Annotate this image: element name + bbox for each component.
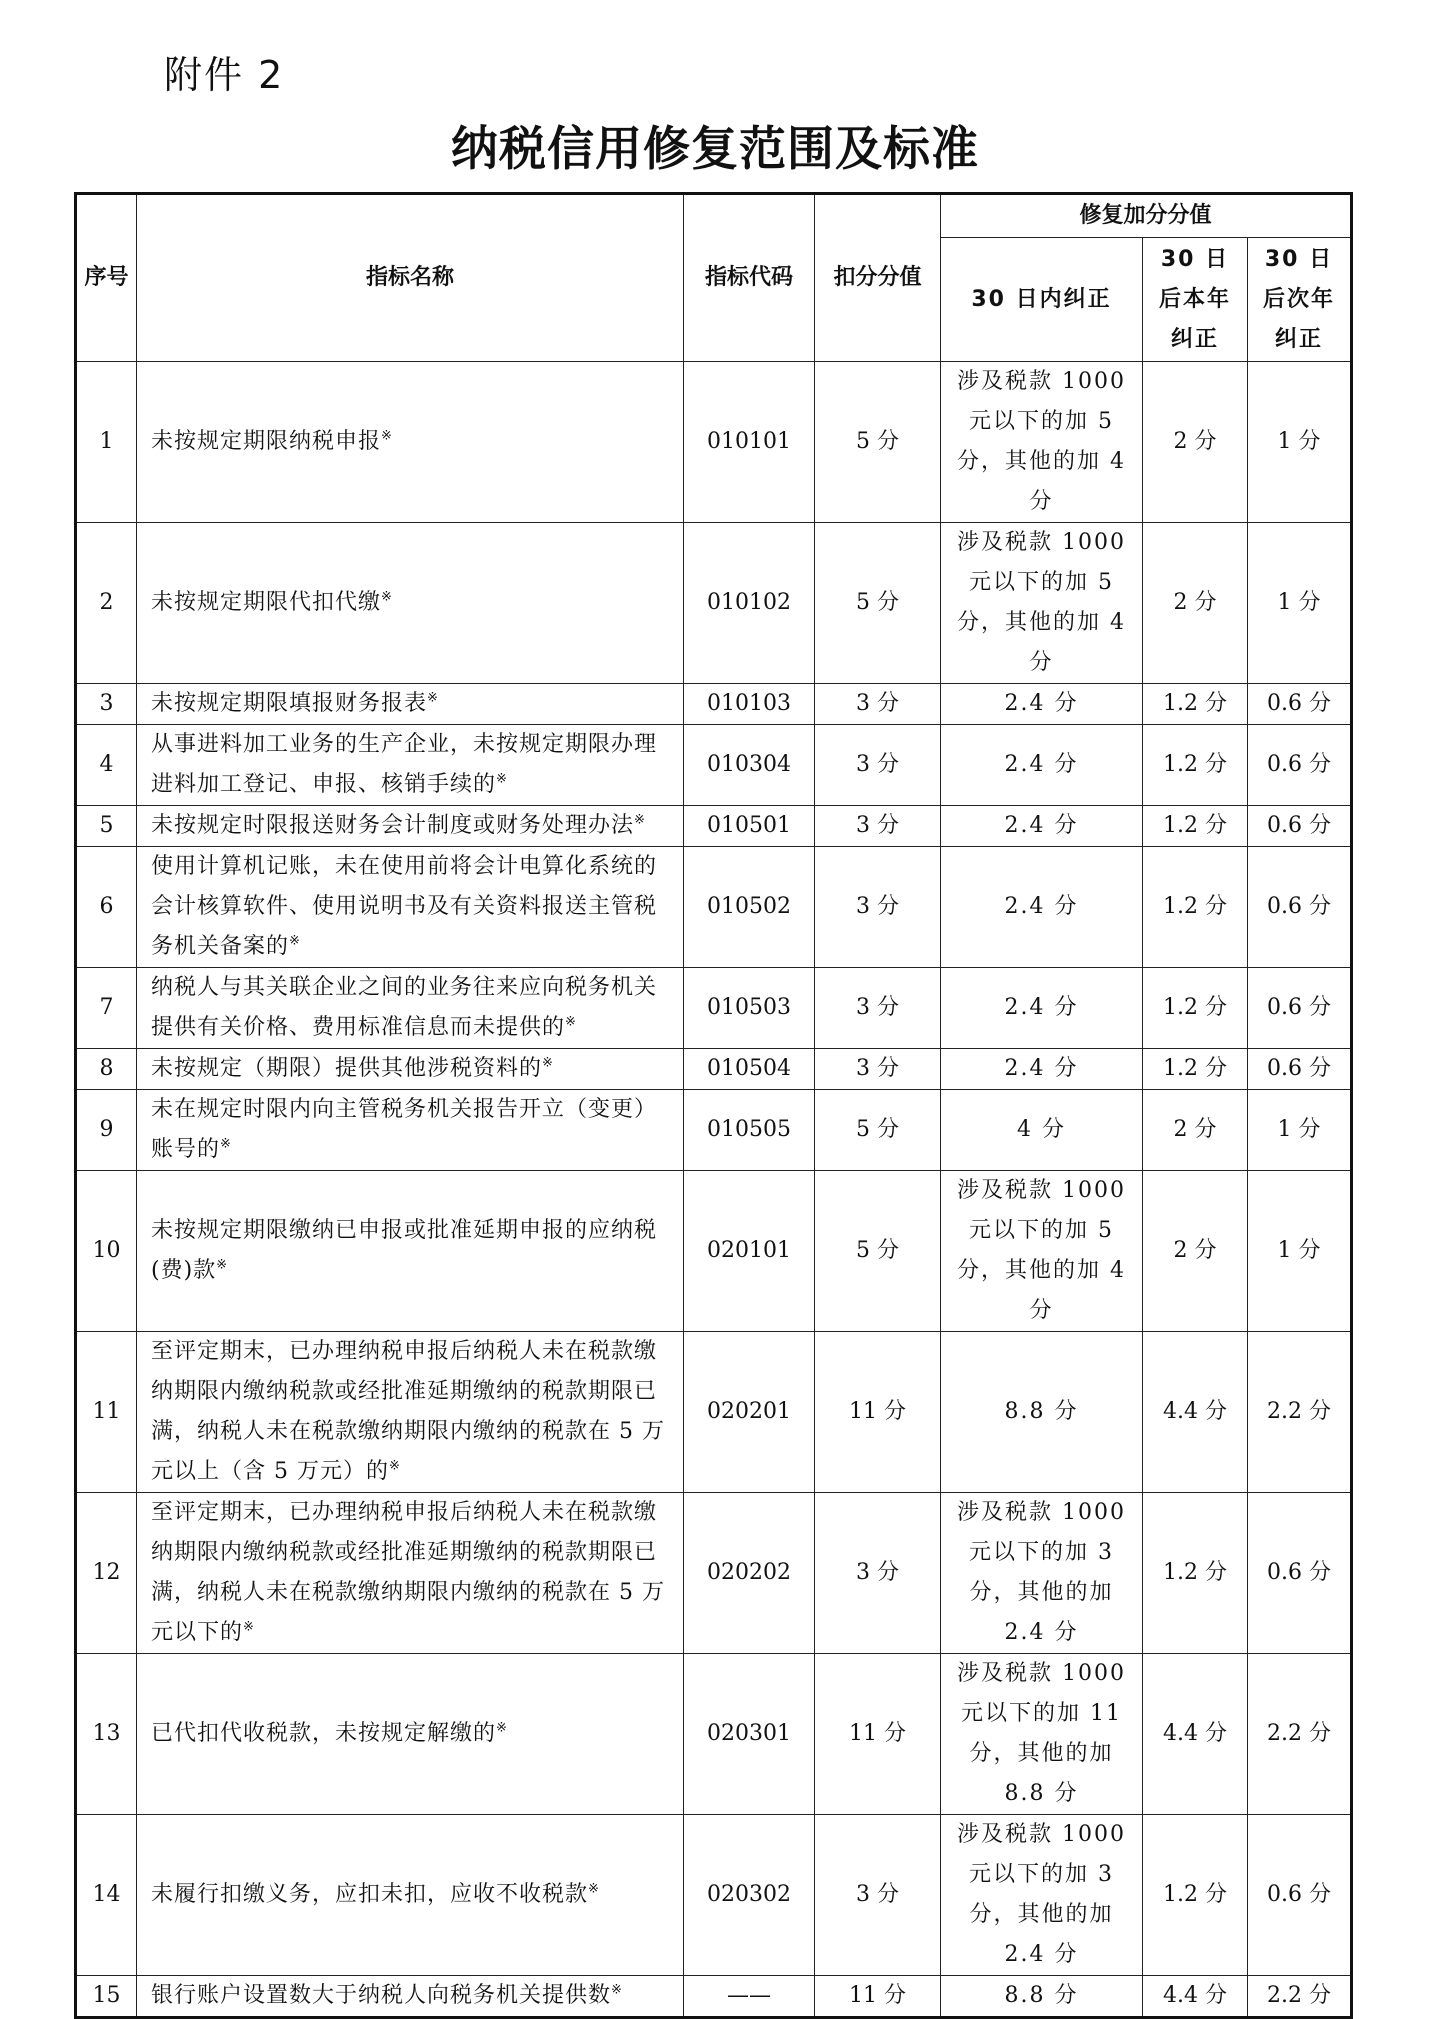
cell-within30-points [941,806,1143,847]
table-row [76,1493,1352,1654]
cell-indicator-code [684,1049,815,1090]
footnote-mark: ※ [381,589,393,605]
table-row [76,1090,1352,1171]
cell-indicator-name-text: 银行账户设置数大于纳税人向税务机关提供数 [151,1983,612,2008]
cell-seq [76,1493,137,1654]
cell-within30-points [941,1493,1143,1654]
footnote-mark: ※ [496,771,508,787]
cell-next-year-points [1248,1976,1352,2018]
cell-seq [76,684,137,725]
cell-seq [76,1090,137,1171]
cell-indicator-name [137,1654,684,1815]
cell-this-year-points-text: 1.2 分 [1163,1560,1227,1585]
cell-deduct-points-text: 5 分 [856,590,899,615]
cell-indicator-code-text: 020301 [707,1721,791,1746]
cell-deduct-points [815,1171,941,1332]
header-after30-this-year: 30 日后本年纠正 [1143,238,1248,362]
table-row [76,1654,1352,1815]
cell-this-year-points [1143,1332,1248,1493]
cell-within30-points [941,1049,1143,1090]
cell-indicator-code [684,847,815,968]
cell-seq-text: 7 [99,995,114,1020]
header-within30: 30 日内纠正 [941,238,1143,362]
table-row [76,1815,1352,1976]
cell-indicator-name-text: 从事进料加工业务的生产企业，未按规定期限办理进料加工登记、申报、核销手续的 [151,732,658,797]
cell-this-year-points-text: 1.2 分 [1163,1056,1227,1081]
cell-within30-points [941,1654,1143,1815]
cell-this-year-points-text: 4.4 分 [1163,1399,1227,1424]
cell-deduct-points-text: 11 分 [849,1983,906,2008]
document-title: 纳税信用修复范围及标准 [451,122,979,177]
cell-seq-text: 3 [99,691,114,716]
cell-seq-text: 4 [99,752,114,777]
cell-within30-points [941,968,1143,1049]
cell-next-year-points-text: 1 分 [1277,1117,1321,1142]
cell-deduct-points-text: 3 分 [856,1560,899,1585]
cell-next-year-points-text: 0.6 分 [1267,1882,1331,1907]
cell-deduct-points [815,1090,941,1171]
cell-next-year-points-text: 0.6 分 [1267,752,1331,777]
cell-next-year-points [1248,1493,1352,1654]
cell-seq-text: 9 [99,1117,114,1142]
cell-this-year-points [1143,523,1248,684]
cell-indicator-code-text: —— [727,1983,771,2008]
cell-indicator-name-text: 使用计算机记账，未在使用前将会计电算化系统的会计核算软件、使用说明书及有关资料报送主管税务机关备案的 [151,854,658,959]
cell-within30-points-text: 2.4 分 [1004,813,1079,838]
cell-next-year-points-text: 0.6 分 [1267,995,1331,1020]
cell-indicator-code-text: 010505 [707,1117,791,1142]
cell-within30-points-text: 2.4 分 [1004,752,1079,777]
cell-next-year-points-text: 1 分 [1277,590,1321,615]
cell-next-year-points [1248,1171,1352,1332]
cell-this-year-points [1143,1090,1248,1171]
footnote-mark: ※ [611,1982,623,1998]
cell-indicator-name [137,1049,684,1090]
cell-next-year-points-text: 1 分 [1277,1238,1321,1263]
cell-this-year-points-text: 2 分 [1173,429,1217,454]
cell-this-year-points [1143,1171,1248,1332]
cell-this-year-points [1143,684,1248,725]
table-row [76,1171,1352,1332]
cell-next-year-points [1248,1049,1352,1090]
cell-next-year-points [1248,968,1352,1049]
cell-deduct-points-text: 3 分 [856,691,899,716]
footnote-mark: ※ [216,1257,229,1273]
cell-indicator-name-text: 未履行扣缴义务，应扣未扣，应收不收税款 [151,1882,589,1907]
cell-deduct-points-text: 5 分 [856,1117,899,1142]
cell-seq-text: 1 [99,429,114,454]
cell-seq-text: 2 [99,590,114,615]
cell-seq [76,523,137,684]
cell-deduct-points-text: 3 分 [856,1882,899,1907]
cell-indicator-name-text: 未按规定期限填报财务报表 [151,691,428,716]
cell-next-year-points [1248,684,1352,725]
cell-indicator-name-text: 至评定期末，已办理纳税申报后纳税人未在税款缴纳期限内缴纳税款或经批准延期缴纳的税款期限已满，纳税人未在税款缴纳期限内缴纳的税款在 5 万元以下的 [151,1500,665,1645]
footnote-mark: ※ [565,1014,577,1030]
cell-indicator-name [137,1493,684,1654]
cell-deduct-points [815,806,941,847]
cell-seq-text: 13 [92,1721,121,1746]
cell-indicator-code-text: 010503 [707,995,791,1020]
cell-deduct-points-text: 3 分 [856,995,899,1020]
cell-next-year-points [1248,1090,1352,1171]
cell-within30-points-text: 8.8 分 [1004,1983,1079,2008]
cell-seq-text: 10 [92,1238,121,1263]
cell-this-year-points-text: 4.4 分 [1163,1983,1227,2008]
cell-next-year-points [1248,523,1352,684]
cell-indicator-code-text: 020101 [707,1238,791,1263]
cell-indicator-code [684,684,815,725]
cell-deduct-points-text: 3 分 [856,1056,899,1081]
cell-within30-points [941,362,1143,523]
cell-within30-points-text: 涉及税款 1000 元以下的加 3 分，其他的加 2.4 分 [957,1822,1126,1967]
cell-indicator-code-text: 020302 [707,1882,791,1907]
cell-next-year-points-text: 1 分 [1277,429,1321,454]
cell-seq [76,1049,137,1090]
cell-seq [76,1332,137,1493]
cell-next-year-points [1248,725,1352,806]
cell-within30-points [941,1090,1143,1171]
cell-this-year-points [1143,362,1248,523]
cell-this-year-points-text: 4.4 分 [1163,1721,1227,1746]
cell-next-year-points [1248,1332,1352,1493]
cell-this-year-points-text: 1.2 分 [1163,995,1227,1020]
table-row [76,684,1352,725]
cell-this-year-points-text: 1.2 分 [1163,752,1227,777]
cell-deduct-points [815,1332,941,1493]
cell-indicator-code-text: 010103 [707,691,791,716]
cell-this-year-points [1143,1654,1248,1815]
header-code: 指标代码 [684,194,815,362]
cell-within30-points [941,684,1143,725]
cell-indicator-name [137,1332,684,1493]
cell-seq [76,362,137,523]
cell-seq [76,1654,137,1815]
cell-deduct-points [815,1815,941,1976]
cell-indicator-name [137,684,684,725]
cell-within30-points-text: 涉及税款 1000 元以下的加 5 分，其他的加 4 分 [957,369,1126,514]
cell-indicator-code-text: 010502 [707,894,791,919]
table-row [76,1976,1352,2018]
cell-indicator-name-text: 未按规定期限纳税申报 [151,429,382,454]
cell-seq-text: 14 [92,1882,121,1907]
cell-deduct-points [815,1976,941,2018]
cell-within30-points [941,1171,1143,1332]
cell-within30-points-text: 涉及税款 1000 元以下的加 5 分，其他的加 4 分 [957,1178,1126,1323]
cell-seq [76,725,137,806]
cell-within30-points-text: 涉及税款 1000 元以下的加 5 分，其他的加 4 分 [957,530,1126,675]
cell-within30-points-text: 4 分 [1017,1117,1066,1142]
cell-indicator-code [684,1090,815,1171]
cell-next-year-points-text: 0.6 分 [1267,894,1331,919]
cell-indicator-name [137,523,684,684]
cell-seq [76,1815,137,1976]
cell-this-year-points-text: 1.2 分 [1163,894,1227,919]
cell-this-year-points-text: 1.2 分 [1163,813,1227,838]
cell-indicator-code [684,1654,815,1815]
cell-this-year-points [1143,725,1248,806]
cell-indicator-code [684,968,815,1049]
cell-this-year-points [1143,847,1248,968]
cell-this-year-points [1143,1976,1248,2018]
cell-next-year-points [1248,362,1352,523]
cell-indicator-name [137,806,684,847]
footnote-mark: ※ [634,812,646,828]
cell-seq [76,847,137,968]
cell-seq [76,1171,137,1332]
cell-seq-text: 8 [99,1056,114,1081]
cell-this-year-points-text: 2 分 [1173,590,1217,615]
cell-this-year-points-text: 2 分 [1173,1238,1217,1263]
cell-indicator-name-text: 未在规定时限内向主管税务机关报告开立（变更）账号的 [151,1097,658,1162]
cell-next-year-points-text: 0.6 分 [1267,1056,1331,1081]
footnote-mark: ※ [381,428,393,444]
cell-next-year-points-text: 0.6 分 [1267,1560,1331,1585]
cell-next-year-points [1248,1654,1352,1815]
cell-seq [76,806,137,847]
cell-within30-points-text: 涉及税款 1000 元以下的加 3 分，其他的加 2.4 分 [957,1500,1126,1645]
footnote-mark: ※ [243,1619,255,1635]
cell-indicator-code-text: 010304 [707,752,791,777]
cell-within30-points [941,523,1143,684]
cell-indicator-code-text: 020202 [707,1560,791,1585]
cell-next-year-points-text: 0.6 分 [1267,691,1331,716]
header-after30-next-year: 30 日后次年纠正 [1248,238,1352,362]
cell-within30-points [941,1815,1143,1976]
cell-deduct-points [815,1654,941,1815]
cell-indicator-code-text: 010101 [707,429,791,454]
cell-deduct-points [815,684,941,725]
cell-within30-points-text: 2.4 分 [1004,691,1079,716]
cell-deduct-points [815,968,941,1049]
table-row [76,362,1352,523]
footnote-mark: ※ [388,1458,401,1474]
cell-seq-text: 11 [92,1399,121,1424]
cell-within30-points-text: 2.4 分 [1004,894,1079,919]
cell-deduct-points-text: 11 分 [849,1399,906,1424]
cell-seq [76,968,137,1049]
cell-deduct-points-text: 3 分 [856,894,899,919]
cell-indicator-name [137,1090,684,1171]
cell-indicator-code [684,362,815,523]
cell-indicator-code-text: 010102 [707,590,791,615]
cell-next-year-points-text: 0.6 分 [1267,813,1331,838]
footnote-mark: ※ [289,933,301,949]
cell-deduct-points-text: 5 分 [856,1238,899,1263]
cell-seq-text: 5 [99,813,114,838]
header-deduct: 扣分分值 [815,194,941,362]
cell-indicator-name-text: 未按规定时限报送财务会计制度或财务处理办法 [151,813,635,838]
cell-indicator-name [137,362,684,523]
cell-deduct-points [815,1493,941,1654]
cell-indicator-name-text: 未按规定（期限）提供其他涉税资料的 [151,1056,543,1081]
cell-indicator-name [137,1171,684,1332]
header-repair-group: 修复加分分值 [941,194,1352,238]
table-row [76,1049,1352,1090]
cell-seq-text: 12 [92,1560,121,1585]
cell-deduct-points-text: 3 分 [856,813,899,838]
footnote-mark: ※ [427,690,439,706]
cell-indicator-name [137,1815,684,1976]
cell-within30-points-text: 2.4 分 [1004,1056,1079,1081]
cell-indicator-name-text: 至评定期末，已办理纳税申报后纳税人未在税款缴纳期限内缴纳税款或经批准延期缴纳的税款期限已满，纳税人未在税款缴纳期限内缴纳的税款在 5 万元以上（含 5 万元）的 [151,1339,665,1484]
cell-indicator-name-text: 已代扣代收税款，未按规定解缴的 [151,1721,497,1746]
cell-indicator-code [684,806,815,847]
cell-indicator-code [684,1493,815,1654]
cell-this-year-points [1143,1493,1248,1654]
cell-this-year-points [1143,1049,1248,1090]
cell-deduct-points-text: 3 分 [856,752,899,777]
cell-indicator-code [684,1332,815,1493]
cell-within30-points [941,725,1143,806]
cell-indicator-code [684,1171,815,1332]
cell-next-year-points [1248,847,1352,968]
table-row [76,1332,1352,1493]
cell-within30-points-text: 2.4 分 [1004,995,1079,1020]
table-row [76,847,1352,968]
cell-this-year-points-text: 2 分 [1173,1117,1217,1142]
cell-this-year-points [1143,806,1248,847]
cell-seq [76,1976,137,2018]
cell-this-year-points [1143,1815,1248,1976]
cell-seq-text: 6 [99,894,114,919]
footnote-mark: ※ [220,1136,232,1152]
cell-indicator-code [684,1815,815,1976]
cell-indicator-name [137,725,684,806]
cell-deduct-points-text: 5 分 [856,429,899,454]
cell-deduct-points-text: 11 分 [849,1721,906,1746]
cell-this-year-points [1143,968,1248,1049]
cell-within30-points-text: 8.8 分 [1004,1399,1079,1424]
cell-indicator-name-text: 纳税人与其关联企业之间的业务往来应向税务机关提供有关价格、费用标准信息而未提供的 [151,975,658,1040]
cell-this-year-points-text: 1.2 分 [1163,691,1227,716]
cell-next-year-points-text: 2.2 分 [1267,1399,1331,1424]
cell-within30-points-text: 涉及税款 1000 元以下的加 11 分，其他的加 8.8 分 [957,1661,1126,1806]
cell-within30-points [941,1332,1143,1493]
footnote-mark: ※ [588,1881,600,1897]
table-row [76,968,1352,1049]
cell-indicator-code [684,523,815,684]
cell-indicator-name [137,968,684,1049]
attachment-label: 附件 2 [164,53,285,97]
header-seq: 序号 [76,194,137,362]
table-body [76,362,1352,2018]
cell-indicator-code-text: 010504 [707,1056,791,1081]
table-row [76,806,1352,847]
cell-seq-text: 15 [92,1983,121,2008]
cell-next-year-points-text: 2.2 分 [1267,1983,1331,2008]
footnote-mark: ※ [496,1720,508,1736]
cell-indicator-name-text: 未按规定期限缴纳已申报或批准延期申报的应纳税(费)款 [151,1218,658,1283]
cell-next-year-points [1248,1815,1352,1976]
cell-indicator-code-text: 010501 [707,813,791,838]
cell-next-year-points-text: 2.2 分 [1267,1721,1331,1746]
cell-this-year-points-text: 1.2 分 [1163,1882,1227,1907]
cell-within30-points [941,847,1143,968]
cell-next-year-points [1248,806,1352,847]
cell-indicator-code [684,1976,815,2018]
table-row [76,725,1352,806]
cell-within30-points [941,1976,1143,2018]
cell-indicator-name-text: 未按规定期限代扣代缴 [151,590,382,615]
cell-deduct-points [815,362,941,523]
cell-indicator-name [137,847,684,968]
cell-deduct-points [815,725,941,806]
cell-deduct-points [815,847,941,968]
cell-deduct-points [815,1049,941,1090]
cell-indicator-code [684,725,815,806]
cell-deduct-points [815,523,941,684]
footnote-mark: ※ [542,1055,554,1071]
cell-indicator-name [137,1976,684,2018]
cell-indicator-code-text: 020201 [707,1399,791,1424]
repair-standards-table [74,192,1353,2019]
table-row [76,523,1352,684]
header-name: 指标名称 [137,194,684,362]
